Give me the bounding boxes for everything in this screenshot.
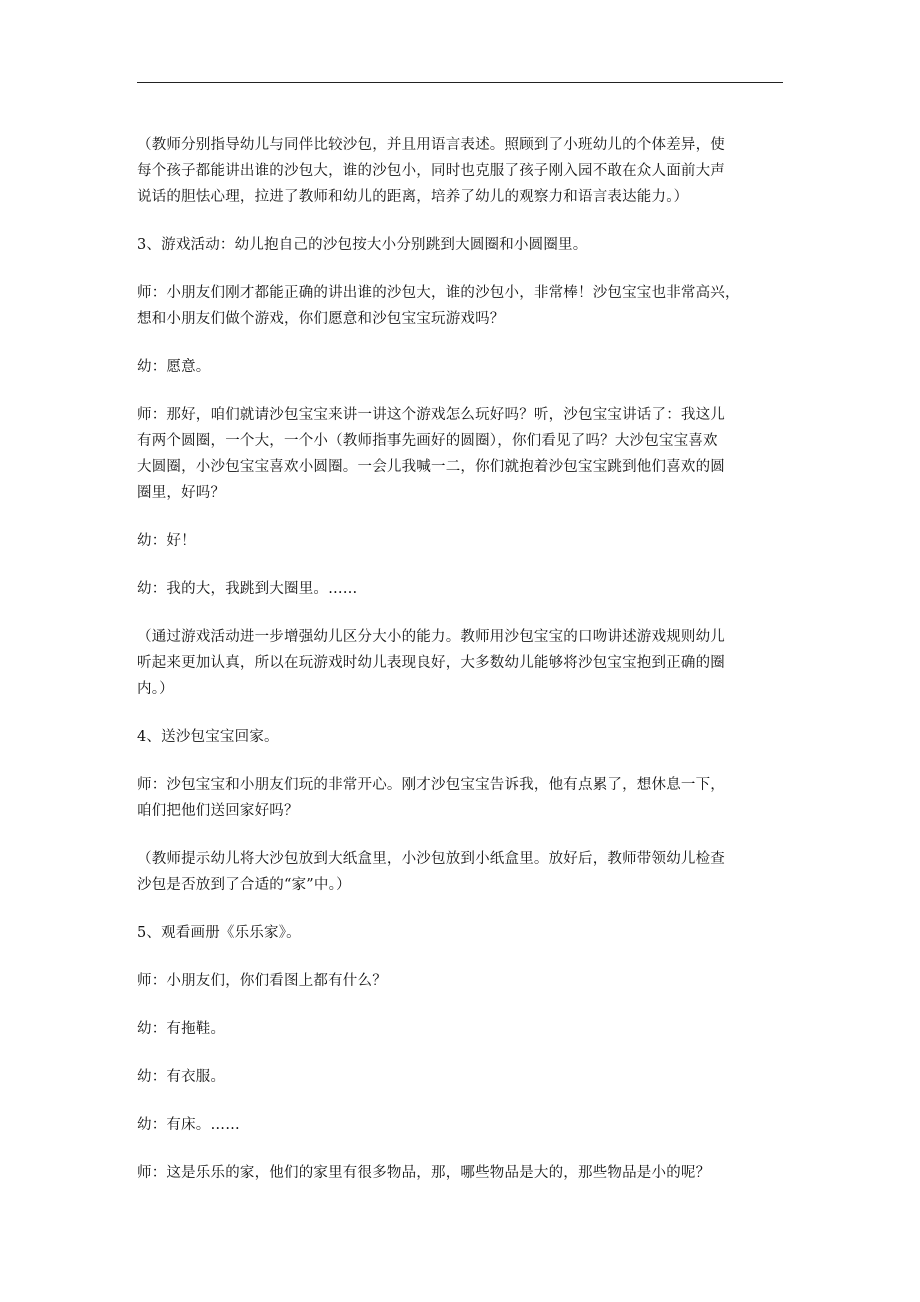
text-line: 师：那好，咱们就请沙包宝宝来讲一讲这个游戏怎么玩好吗？听，沙包宝宝讲话了：我这儿 (137, 407, 725, 423)
text-line: 有两个圆圈，一个大，一个小（教师指事先画好的圆圈），你们看见了吗？大沙包宝宝喜欢 (137, 433, 718, 449)
paragraph-p11 (137, 846, 797, 898)
text-line: 幼：愿意。 (137, 359, 211, 375)
text-line: 4、送沙包宝宝回家。 (137, 729, 279, 745)
text-line: 幼：有床。…… (137, 1117, 240, 1133)
paragraph-p15 (137, 1064, 797, 1090)
paragraph-gap (137, 750, 797, 772)
paragraph-gap (137, 602, 797, 624)
paragraph-p8 (137, 624, 797, 702)
document-body (137, 132, 797, 1186)
paragraph-gap (137, 898, 797, 920)
text-line: 师：沙包宝宝和小朋友们玩的非常开心。刚才沙包宝宝告诉我，他有点累了，想休息一下， (137, 777, 725, 793)
text-line: 圈里，好吗？ (137, 485, 226, 501)
paragraph-p6 (137, 528, 797, 554)
paragraph-gap (137, 946, 797, 968)
paragraph-gap (137, 332, 797, 354)
text-line: 幼：有衣服。 (137, 1069, 226, 1085)
text-line: 幼：好！ (137, 533, 196, 549)
paragraph-gap (137, 506, 797, 528)
paragraph-gap (137, 380, 797, 402)
paragraph-gap (137, 210, 797, 232)
text-line: 咱们把他们送回家好吗？ (137, 803, 299, 819)
header-rule (137, 82, 783, 83)
text-line: （通过游戏活动进一步增强幼儿区分大小的能力。教师用沙包宝宝的口吻讲述游戏规则幼儿 (137, 629, 725, 645)
text-line: 每个孩子都能讲出谁的沙包大，谁的沙包小，同时也克服了孩子刚入园不敢在众人面前大声 (137, 163, 725, 179)
text-line: 5、观看画册《乐乐家》。 (137, 925, 301, 941)
text-line: 师：小朋友们，你们看图上都有什么？ (137, 973, 387, 989)
paragraph-p16 (137, 1112, 797, 1138)
paragraph-gap (137, 554, 797, 576)
paragraph-p3 (137, 280, 797, 332)
paragraph-p17 (137, 1160, 797, 1186)
text-line: （教师分别指导幼儿与同伴比较沙包，并且用语言表述。照顾到了小班幼儿的个体差异，使 (137, 137, 725, 153)
text-line: （教师提示幼儿将大沙包放到大纸盒里，小沙包放到小纸盒里。放好后，教师带领幼儿检查 (137, 851, 725, 867)
paragraph-p5 (137, 402, 797, 506)
paragraph-gap (137, 1090, 797, 1112)
text-line: 想和小朋友们做个游戏，你们愿意和沙包宝宝玩游戏吗？ (137, 311, 505, 327)
paragraph-p4 (137, 354, 797, 380)
paragraph-p7 (137, 576, 797, 602)
paragraph-p9 (137, 724, 797, 750)
text-line: 说话的胆怯心理，拉进了教师和幼儿的距离，培养了幼儿的观察力和语言表达能力。） (137, 189, 689, 205)
paragraph-gap (137, 824, 797, 846)
text-line: 幼：我的大，我跳到大圈里。…… (137, 581, 358, 597)
paragraph-p10 (137, 772, 797, 824)
paragraph-p14 (137, 1016, 797, 1042)
text-line: 听起来更加认真，所以在玩游戏时幼儿表现良好，大多数幼儿能够将沙包宝宝抱到正确的圈 (137, 655, 725, 671)
paragraph-gap (137, 1138, 797, 1160)
text-line: 大圆圈，小沙包宝宝喜欢小圆圈。一会儿我喊一二，你们就抱着沙包宝宝跳到他们喜欢的圆 (137, 459, 725, 475)
text-line: 幼：有拖鞋。 (137, 1021, 226, 1037)
text-line: 内。） (137, 681, 174, 697)
text-line: 3、游戏活动：幼儿抱自己的沙包按大小分别跳到大圆圈和小圆圈里。 (137, 237, 588, 253)
paragraph-gap (137, 1042, 797, 1064)
paragraph-gap (137, 994, 797, 1016)
paragraph-p13 (137, 968, 797, 994)
text-line: 师：这是乐乐的家，他们的家里有很多物品，那，哪些物品是大的，那些物品是小的呢？ (137, 1165, 711, 1181)
paragraph-gap (137, 258, 797, 280)
paragraph-p1 (137, 132, 797, 210)
paragraph-gap (137, 702, 797, 724)
text-line: 师：小朋友们刚才都能正确的讲出谁的沙包大，谁的沙包小，非常棒！沙包宝宝也非常高兴， (137, 285, 740, 301)
paragraph-p12 (137, 920, 797, 946)
paragraph-p2 (137, 232, 797, 258)
text-line: 沙包是否放到了合适的“家”中。） (137, 877, 351, 893)
